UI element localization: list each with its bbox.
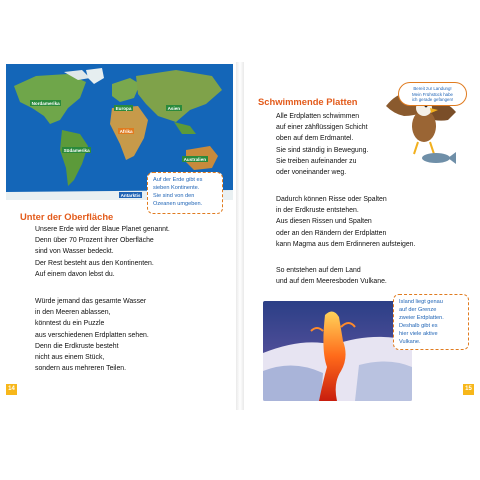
eagle-speech-bubble: Bereit zur Landung! Mein Frühstück habe ich gerade gefangen! — [398, 82, 467, 106]
page-number-right: 15 — [463, 384, 474, 395]
map-label-suedamerika: Südamerika — [63, 147, 90, 153]
map-label-europa: Europa — [115, 105, 132, 111]
map-label-australien: Australien — [183, 156, 207, 162]
right-paragraph-3: So entstehen auf dem Land und auf dem Meeresboden Vulkane. — [276, 267, 387, 286]
right-paragraph-2: Dadurch können Risse oder Spalten in der Erdkruste entstehen. Aus diesen Rissen und Spalten oder an den Rändern der Erdplatten kann Magma aus dem Erdinneren aufsteigen. — [276, 196, 416, 248]
volcano-photo — [263, 301, 412, 401]
heading-schwimmende-platten: Schwimmende Platten — [258, 96, 358, 107]
map-callout: Auf der Erde gibt es sieben Kontinente. Sie sind von den Ozeanen umgeben. — [147, 172, 223, 214]
left-paragraph-2: Würde jemand das gesamte Wasser in den Meeren ablassen, könntest du ein Puzzle aus verschiedenen Erdplatten sehen. Denn die Erdkruste besteht nicht aus einem Stück, sondern aus mehreren Teilen. — [35, 298, 149, 373]
right-paragraph-1: Alle Erdplatten schwimmen auf einer zähflüssigen Schicht oben auf dem Erdmantel. Sie sind ständig in Bewegung. Sie treiben aufeinander zu oder voneinander weg. — [276, 113, 369, 177]
book-gutter — [236, 62, 244, 410]
map-label-asien: Asien — [167, 105, 181, 111]
page-number-left: 14 — [6, 384, 17, 395]
left-paragraph-1: Unsere Erde wird der Blaue Planet genannt. Denn über 70 Prozent ihrer Oberfläche sind von Wasser bedeckt. Der Rest besteht aus den Kontinenten. Auf einem davon lebst du. — [35, 226, 170, 278]
volcano-callout: Island liegt genau auf der Grenze zweier Erdplatten. Deshalb gibt es hier viele aktive Vulkane. — [393, 294, 469, 350]
map-label-nordamerika: Nordamerika — [31, 100, 60, 106]
heading-unter-der-oberflaeche: Unter der Oberfläche — [20, 211, 114, 222]
map-label-antarktis: Antarktis — [120, 192, 141, 198]
map-label-afrika: Afrika — [119, 128, 133, 134]
